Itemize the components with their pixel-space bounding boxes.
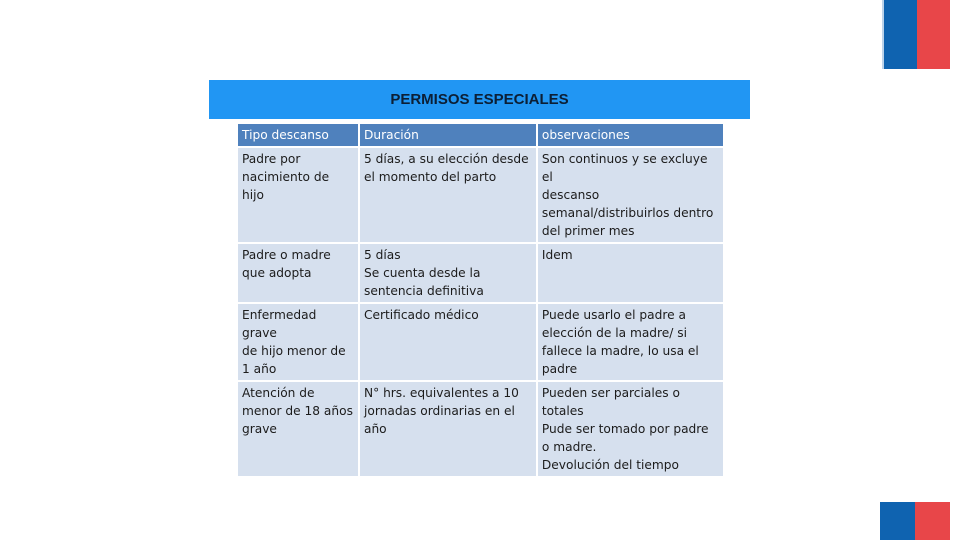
table-cell: Enfermedad grave de hijo menor de 1 año (238, 304, 358, 380)
header-observaciones: observaciones (538, 124, 723, 146)
flag-blue-stripe (880, 502, 915, 540)
permisos-table (236, 122, 725, 478)
table-cell: Padre o madre que adopta (238, 244, 358, 302)
header-duracion: Duración (360, 124, 536, 146)
flag-red-stripe (917, 0, 950, 69)
flag-top-decoration (882, 0, 950, 69)
table-row (238, 304, 723, 380)
table-cell: 5 días Se cuenta desde la sentencia definitiva (360, 244, 536, 302)
slide-title-bar (209, 80, 750, 119)
table-header-row (238, 124, 723, 146)
table-cell: Pueden ser parciales o totales Pude ser tomado por padre o madre. Devolución del tiempo (538, 382, 723, 476)
flag-blue-stripe (882, 0, 917, 69)
slide-title: PERMISOS ESPECIALES (390, 91, 569, 108)
flag-bottom-decoration (880, 502, 950, 540)
table-row (238, 382, 723, 476)
header-tipo-descanso: Tipo descanso (238, 124, 358, 146)
flag-red-stripe (915, 502, 950, 540)
table-cell: N° hrs. equivalentes a 10 jornadas ordinarias en el año (360, 382, 536, 476)
table-cell: Idem (538, 244, 723, 302)
table-cell: Padre por nacimiento de hijo (238, 148, 358, 242)
table-row (238, 244, 723, 302)
table-cell: 5 días, a su elección desde el momento del parto (360, 148, 536, 242)
table-cell: Puede usarlo el padre a elección de la madre/ si fallece la madre, lo usa el padre (538, 304, 723, 380)
table-cell: Son continuos y se excluye el descanso semanal/distribuirlos dentro del primer mes (538, 148, 723, 242)
table-row (238, 148, 723, 242)
table-cell: Atención de menor de 18 años grave (238, 382, 358, 476)
table-cell: Certificado médico (360, 304, 536, 380)
